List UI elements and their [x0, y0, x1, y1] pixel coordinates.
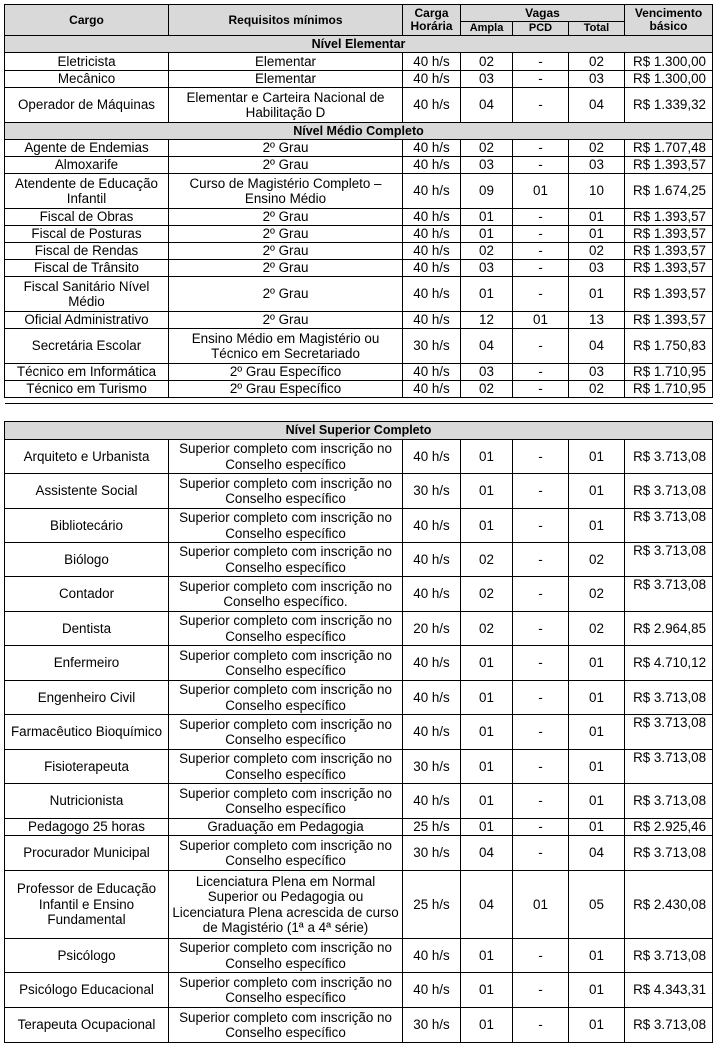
cell-requisitos: Superior completo com inscrição no Conselho específico	[169, 939, 403, 973]
cell-requisitos: Superior completo com inscrição no Conselho específico	[169, 543, 403, 577]
cell-requisitos: Superior completo com inscrição no Conselho específico	[169, 440, 403, 474]
level-heading-row	[5, 123, 713, 140]
cell-vagas-total: 02	[569, 381, 625, 398]
cell-cargo: Agente de Endemias	[5, 140, 169, 157]
cell-vagas-pcd: -	[513, 226, 569, 243]
cell-vagas-total: 01	[569, 209, 625, 226]
cell-cargo: Dentista	[5, 612, 169, 646]
cell-vencimento: R$ 2.925,46	[625, 819, 713, 836]
cell-carga-horaria: 30 h/s	[403, 1008, 461, 1043]
cell-vagas-ampla: 01	[461, 681, 513, 715]
cell-carga-horaria: 30 h/s	[403, 474, 461, 509]
cell-vencimento: R$ 1.707,48	[625, 140, 713, 157]
spacer-cell	[403, 398, 461, 404]
table-row	[5, 836, 713, 871]
cell-vencimento: R$ 1.300,00	[625, 71, 713, 88]
spacer-cell	[513, 398, 569, 404]
cell-cargo: Professor de Educação Infantil e Ensino Fundamental	[5, 871, 169, 939]
cell-vencimento: R$ 1.393,57	[625, 312, 713, 329]
cell-requisitos: Curso de Magistério Completo – Ensino Médio	[169, 174, 403, 209]
header-vencimento: Vencimento básico	[625, 5, 713, 36]
cell-vagas-total: 01	[569, 474, 625, 509]
cell-carga-horaria: 40 h/s	[403, 543, 461, 577]
table-row	[5, 715, 713, 750]
cell-vagas-total: 01	[569, 646, 625, 681]
cell-vagas-pcd: 01	[513, 871, 569, 939]
cell-cargo: Assistente Social	[5, 474, 169, 509]
cell-cargo: Biólogo	[5, 543, 169, 577]
cell-vagas-ampla: 01	[461, 209, 513, 226]
cell-cargo: Fiscal de Posturas	[5, 226, 169, 243]
cell-vagas-total: 01	[569, 715, 625, 750]
cell-vagas-ampla: 01	[461, 474, 513, 509]
cell-requisitos: Superior completo com inscrição no Conselho específico	[169, 836, 403, 871]
spacer-cell	[5, 398, 169, 404]
cell-requisitos: Superior completo com inscrição no Conselho específico	[169, 509, 403, 543]
cell-vagas-ampla: 02	[461, 543, 513, 577]
cell-vencimento: R$ 2.964,85	[625, 612, 713, 646]
cell-cargo: Oficial Administrativo	[5, 312, 169, 329]
cell-vagas-total: 01	[569, 440, 625, 474]
cell-vencimento: R$ 1.393,57	[625, 157, 713, 174]
cell-vagas-pcd: -	[513, 612, 569, 646]
cell-requisitos: 2º Grau	[169, 157, 403, 174]
cell-vagas-total: 13	[569, 312, 625, 329]
cell-vencimento: R$ 3.713,08	[625, 577, 713, 612]
cell-vagas-ampla: 04	[461, 88, 513, 123]
table-row	[5, 243, 713, 260]
table-row	[5, 973, 713, 1008]
table-row	[5, 784, 713, 819]
cell-requisitos: Graduação em Pedagogia	[169, 819, 403, 836]
cell-vencimento: R$ 1.393,57	[625, 243, 713, 260]
cell-cargo: Terapeuta Ocupacional	[5, 1008, 169, 1043]
table-row	[5, 440, 713, 474]
cell-requisitos: Elementar e Carteira Nacional de Habilitação D	[169, 88, 403, 123]
cell-vagas-total: 03	[569, 260, 625, 277]
cell-carga-horaria: 40 h/s	[403, 784, 461, 819]
cell-vagas-total: 03	[569, 364, 625, 381]
cell-cargo: Fiscal de Trânsito	[5, 260, 169, 277]
cell-vencimento: R$ 1.393,57	[625, 277, 713, 312]
table-row	[5, 1008, 713, 1043]
cell-cargo: Eletricista	[5, 53, 169, 71]
header-ampla: Ampla	[461, 22, 513, 36]
cell-requisitos: Ensino Médio em Magistério ou Técnico em Secretariado	[169, 329, 403, 364]
cell-requisitos: Superior completo com inscrição no Conselho específico	[169, 973, 403, 1008]
cell-vagas-pcd: -	[513, 681, 569, 715]
cell-vencimento: R$ 1.339,32	[625, 88, 713, 123]
cell-cargo: Farmacêutico Bioquímico	[5, 715, 169, 750]
cell-cargo: Técnico em Turismo	[5, 381, 169, 398]
cell-vencimento: R$ 3.713,08	[625, 681, 713, 715]
table-row	[5, 750, 713, 784]
cell-cargo: Almoxarife	[5, 157, 169, 174]
level-heading: Nível Elementar	[5, 36, 713, 53]
cell-vagas-total: 02	[569, 612, 625, 646]
cell-vagas-ampla: 02	[461, 381, 513, 398]
level-heading-row	[5, 36, 713, 53]
cell-vagas-ampla: 03	[461, 364, 513, 381]
cell-vagas-ampla: 03	[461, 260, 513, 277]
cell-vagas-total: 04	[569, 836, 625, 871]
table-row	[5, 577, 713, 612]
cell-requisitos: Elementar	[169, 53, 403, 71]
cell-vagas-ampla: 01	[461, 1008, 513, 1043]
table-row	[5, 543, 713, 577]
cell-requisitos: Superior completo com inscrição no Conselho específico	[169, 646, 403, 681]
table-row	[5, 474, 713, 509]
cell-vagas-pcd: -	[513, 88, 569, 123]
table-row	[5, 681, 713, 715]
table-row	[5, 646, 713, 681]
level-heading: Nível Médio Completo	[5, 123, 713, 140]
cell-vagas-total: 03	[569, 71, 625, 88]
table-row	[5, 226, 713, 243]
cell-cargo: Atendente de Educação Infantil	[5, 174, 169, 209]
cell-vagas-total: 01	[569, 750, 625, 784]
cell-vencimento: R$ 1.710,95	[625, 381, 713, 398]
cell-carga-horaria: 40 h/s	[403, 381, 461, 398]
cell-cargo: Secretária Escolar	[5, 329, 169, 364]
table-row	[5, 277, 713, 312]
cell-vagas-ampla: 01	[461, 509, 513, 543]
cell-vagas-pcd: -	[513, 784, 569, 819]
spacer-cell	[625, 398, 713, 404]
cell-vagas-ampla: 01	[461, 277, 513, 312]
cell-vagas-pcd: -	[513, 543, 569, 577]
cell-vagas-total: 02	[569, 53, 625, 71]
table-row	[5, 260, 713, 277]
cell-vagas-pcd: -	[513, 973, 569, 1008]
cell-vagas-ampla: 01	[461, 939, 513, 973]
cell-cargo: Fisioterapeuta	[5, 750, 169, 784]
cell-vencimento: R$ 3.713,08	[625, 440, 713, 474]
table-row	[5, 509, 713, 543]
cell-vagas-ampla: 01	[461, 226, 513, 243]
cell-cargo: Fiscal de Obras	[5, 209, 169, 226]
cell-vagas-pcd: -	[513, 209, 569, 226]
cell-vagas-pcd: 01	[513, 174, 569, 209]
cell-carga-horaria: 40 h/s	[403, 260, 461, 277]
cell-cargo: Fiscal Sanitário Nível Médio	[5, 277, 169, 312]
cell-vagas-ampla: 01	[461, 440, 513, 474]
cell-vencimento: R$ 3.713,08	[625, 474, 713, 509]
cell-requisitos: 2º Grau	[169, 140, 403, 157]
cell-carga-horaria: 30 h/s	[403, 329, 461, 364]
cell-vagas-ampla: 01	[461, 819, 513, 836]
cell-vagas-total: 02	[569, 243, 625, 260]
cell-carga-horaria: 40 h/s	[403, 646, 461, 681]
cell-vagas-pcd: -	[513, 509, 569, 543]
cell-vagas-total: 01	[569, 1008, 625, 1043]
spacer-cell	[461, 398, 513, 404]
cell-requisitos: Superior completo com inscrição no Conselho específico	[169, 681, 403, 715]
cell-carga-horaria: 40 h/s	[403, 681, 461, 715]
cell-vencimento: R$ 3.713,08	[625, 715, 713, 750]
cell-vagas-ampla: 03	[461, 157, 513, 174]
cell-vagas-ampla: 01	[461, 750, 513, 784]
table-row	[5, 140, 713, 157]
cell-vencimento: R$ 3.713,08	[625, 750, 713, 784]
cell-vagas-ampla: 09	[461, 174, 513, 209]
cell-vencimento: R$ 3.713,08	[625, 939, 713, 973]
cell-vagas-pcd: -	[513, 474, 569, 509]
header-carga-horaria: Carga Horária	[403, 5, 461, 36]
cell-vencimento: R$ 3.713,08	[625, 784, 713, 819]
cell-vencimento: R$ 1.674,25	[625, 174, 713, 209]
spacer-cell	[169, 398, 403, 404]
cell-vencimento: R$ 3.713,08	[625, 543, 713, 577]
cell-vagas-pcd: -	[513, 836, 569, 871]
cell-carga-horaria: 40 h/s	[403, 509, 461, 543]
cell-vagas-ampla: 04	[461, 329, 513, 364]
header-requisitos: Requisitos mínimos	[169, 5, 403, 36]
cell-cargo: Operador de Máquinas	[5, 88, 169, 123]
cell-vagas-total: 01	[569, 681, 625, 715]
cell-vagas-pcd: -	[513, 440, 569, 474]
cell-vagas-total: 01	[569, 509, 625, 543]
cell-vagas-total: 03	[569, 157, 625, 174]
cell-cargo: Psicólogo	[5, 939, 169, 973]
cell-vagas-total: 01	[569, 819, 625, 836]
level-heading-row	[5, 422, 713, 440]
cell-cargo: Arquiteto e Urbanista	[5, 440, 169, 474]
cell-vencimento: R$ 1.393,57	[625, 260, 713, 277]
cell-carga-horaria: 40 h/s	[403, 715, 461, 750]
table-row	[5, 174, 713, 209]
cell-vencimento: R$ 3.713,08	[625, 836, 713, 871]
cell-vencimento: R$ 1.393,57	[625, 209, 713, 226]
header-vagas: Vagas	[461, 5, 625, 22]
cell-vagas-total: 01	[569, 973, 625, 1008]
cell-vencimento: R$ 3.713,08	[625, 1008, 713, 1043]
table-row	[5, 209, 713, 226]
cell-vencimento: R$ 4.710,12	[625, 646, 713, 681]
cell-carga-horaria: 40 h/s	[403, 277, 461, 312]
cell-vagas-pcd: -	[513, 715, 569, 750]
cell-requisitos: Superior completo com inscrição no Conselho específico	[169, 750, 403, 784]
cell-requisitos: 2º Grau	[169, 209, 403, 226]
cell-vagas-pcd: -	[513, 260, 569, 277]
cell-carga-horaria: 40 h/s	[403, 157, 461, 174]
cell-carga-horaria: 40 h/s	[403, 973, 461, 1008]
cell-vagas-pcd: -	[513, 53, 569, 71]
cell-vagas-total: 02	[569, 577, 625, 612]
cell-vagas-ampla: 04	[461, 871, 513, 939]
table-row	[5, 329, 713, 364]
level-heading: Nível Superior Completo	[5, 422, 713, 440]
cell-vagas-pcd: -	[513, 277, 569, 312]
cell-vagas-pcd: 01	[513, 312, 569, 329]
table-row	[5, 819, 713, 836]
cell-requisitos: 2º Grau	[169, 226, 403, 243]
cell-vagas-total: 04	[569, 88, 625, 123]
cell-vagas-pcd: -	[513, 329, 569, 364]
cell-vagas-pcd: -	[513, 243, 569, 260]
cell-vagas-total: 02	[569, 140, 625, 157]
cell-cargo: Contador	[5, 577, 169, 612]
cell-vagas-pcd: -	[513, 157, 569, 174]
header-total: Total	[569, 22, 625, 36]
cell-requisitos: 2º Grau Específico	[169, 364, 403, 381]
cell-vagas-ampla: 04	[461, 836, 513, 871]
cell-vencimento: R$ 1.750,83	[625, 329, 713, 364]
cell-vagas-ampla: 01	[461, 715, 513, 750]
table-row	[5, 381, 713, 398]
cell-carga-horaria: 40 h/s	[403, 209, 461, 226]
cell-vagas-total: 10	[569, 174, 625, 209]
cell-vagas-pcd: -	[513, 140, 569, 157]
cell-carga-horaria: 40 h/s	[403, 71, 461, 88]
cell-vagas-total: 01	[569, 277, 625, 312]
cell-cargo: Engenheiro Civil	[5, 681, 169, 715]
table-row	[5, 71, 713, 88]
cell-vagas-ampla: 01	[461, 973, 513, 1008]
cell-cargo: Técnico em Informática	[5, 364, 169, 381]
cell-cargo: Psicólogo Educacional	[5, 973, 169, 1008]
table-row	[5, 364, 713, 381]
cell-vagas-ampla: 12	[461, 312, 513, 329]
cell-cargo: Mecânico	[5, 71, 169, 88]
cell-cargo: Nutricionista	[5, 784, 169, 819]
table-spacer-row	[5, 398, 713, 404]
table-row	[5, 612, 713, 646]
cell-carga-horaria: 20 h/s	[403, 612, 461, 646]
cell-carga-horaria: 40 h/s	[403, 243, 461, 260]
cell-carga-horaria: 40 h/s	[403, 440, 461, 474]
table-row	[5, 312, 713, 329]
table-row	[5, 88, 713, 123]
positions-table-part1	[4, 4, 713, 404]
cell-carga-horaria: 40 h/s	[403, 312, 461, 329]
positions-table-part2	[4, 421, 713, 1043]
cell-vagas-pcd: -	[513, 1008, 569, 1043]
cell-vagas-ampla: 02	[461, 612, 513, 646]
cell-cargo: Enfermeiro	[5, 646, 169, 681]
cell-vagas-pcd: -	[513, 646, 569, 681]
cell-vagas-total: 05	[569, 871, 625, 939]
cell-requisitos: 2º Grau Específico	[169, 381, 403, 398]
cell-cargo: Fiscal de Rendas	[5, 243, 169, 260]
cell-vagas-pcd: -	[513, 381, 569, 398]
cell-requisitos: Superior completo com inscrição no Conselho específico	[169, 612, 403, 646]
cell-vagas-ampla: 03	[461, 71, 513, 88]
table-row	[5, 871, 713, 939]
table-row	[5, 53, 713, 71]
cell-carga-horaria: 40 h/s	[403, 226, 461, 243]
cell-vencimento: R$ 2.430,08	[625, 871, 713, 939]
cell-vencimento: R$ 1.300,00	[625, 53, 713, 71]
cell-vagas-total: 04	[569, 329, 625, 364]
cell-cargo: Procurador Municipal	[5, 836, 169, 871]
cell-requisitos: Elementar	[169, 71, 403, 88]
cell-requisitos: Superior completo com inscrição no Conselho específico	[169, 474, 403, 509]
cell-carga-horaria: 40 h/s	[403, 939, 461, 973]
cell-vagas-ampla: 02	[461, 53, 513, 71]
cell-cargo: Bibliotecário	[5, 509, 169, 543]
cell-carga-horaria: 40 h/s	[403, 53, 461, 71]
cell-vagas-ampla: 01	[461, 784, 513, 819]
cell-carga-horaria: 40 h/s	[403, 140, 461, 157]
cell-requisitos: Superior completo com inscrição no Conselho específico.	[169, 577, 403, 612]
cell-vagas-pcd: -	[513, 577, 569, 612]
cell-carga-horaria: 25 h/s	[403, 819, 461, 836]
cell-requisitos: Licenciatura Plena em Normal Superior ou Pedagogia ou Licenciatura Plena acrescida de curso de Magistério (1ª a 4ª série)	[169, 871, 403, 939]
cell-requisitos: 2º Grau	[169, 260, 403, 277]
cell-requisitos: Superior completo com inscrição no Conselho específico	[169, 784, 403, 819]
cell-requisitos: 2º Grau	[169, 243, 403, 260]
cell-vagas-ampla: 01	[461, 646, 513, 681]
cell-carga-horaria: 40 h/s	[403, 364, 461, 381]
cell-requisitos: Superior completo com inscrição no Conselho específico	[169, 1008, 403, 1043]
header-cargo: Cargo	[5, 5, 169, 36]
cell-carga-horaria: 25 h/s	[403, 871, 461, 939]
cell-vagas-pcd: -	[513, 819, 569, 836]
cell-requisitos: 2º Grau	[169, 312, 403, 329]
spacer-cell	[569, 398, 625, 404]
cell-vagas-ampla: 02	[461, 577, 513, 612]
cell-vagas-total: 01	[569, 939, 625, 973]
cell-vencimento: R$ 4.343,31	[625, 973, 713, 1008]
cell-vagas-pcd: -	[513, 939, 569, 973]
cell-carga-horaria: 30 h/s	[403, 836, 461, 871]
cell-vencimento: R$ 1.710,95	[625, 364, 713, 381]
cell-carga-horaria: 40 h/s	[403, 174, 461, 209]
cell-vagas-pcd: -	[513, 750, 569, 784]
cell-vagas-pcd: -	[513, 364, 569, 381]
cell-vagas-total: 01	[569, 784, 625, 819]
table-row	[5, 157, 713, 174]
cell-vencimento: R$ 1.393,57	[625, 226, 713, 243]
cell-vagas-total: 02	[569, 543, 625, 577]
cell-requisitos: 2º Grau	[169, 277, 403, 312]
cell-carga-horaria: 30 h/s	[403, 750, 461, 784]
cell-cargo: Pedagogo 25 horas	[5, 819, 169, 836]
cell-carga-horaria: 40 h/s	[403, 577, 461, 612]
table-row	[5, 939, 713, 973]
cell-vagas-pcd: -	[513, 71, 569, 88]
cell-vagas-ampla: 02	[461, 140, 513, 157]
cell-requisitos: Superior completo com inscrição no Conselho específico	[169, 715, 403, 750]
cell-vagas-ampla: 02	[461, 243, 513, 260]
cell-carga-horaria: 40 h/s	[403, 88, 461, 123]
cell-vagas-total: 01	[569, 226, 625, 243]
cell-vencimento: R$ 3.713,08	[625, 509, 713, 543]
header-pcd: PCD	[513, 22, 569, 36]
